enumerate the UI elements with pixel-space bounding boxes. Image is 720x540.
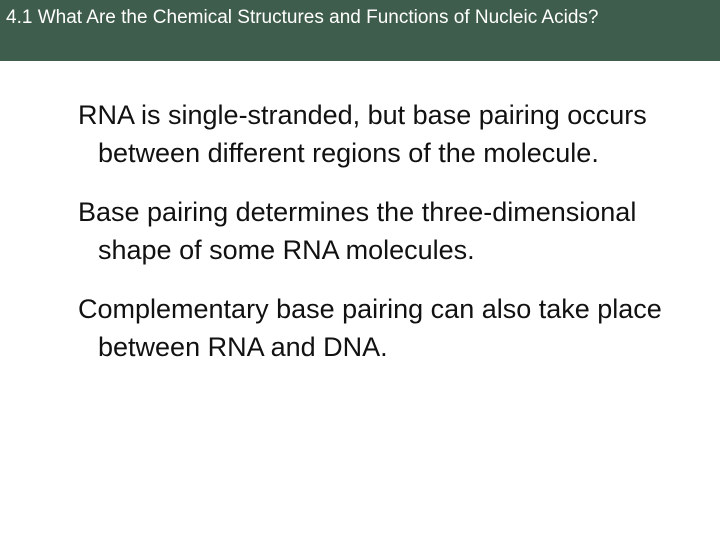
paragraph-complementary-pairing: Complementary base pairing can also take place between RNA and DNA. xyxy=(78,294,662,362)
paragraph-rna-single-stranded: RNA is single-stranded, but base pairing occurs between different regions of the molecule. xyxy=(78,100,647,168)
paragraph-base-pairing-shape: Base pairing determines the three-dimensional shape of some RNA molecules. xyxy=(78,197,637,265)
slide-title: 4.1 What Are the Chemical Structures and Functions of Nucleic Acids? xyxy=(6,7,599,28)
slide-body xyxy=(78,96,678,387)
title-bar xyxy=(0,0,720,61)
